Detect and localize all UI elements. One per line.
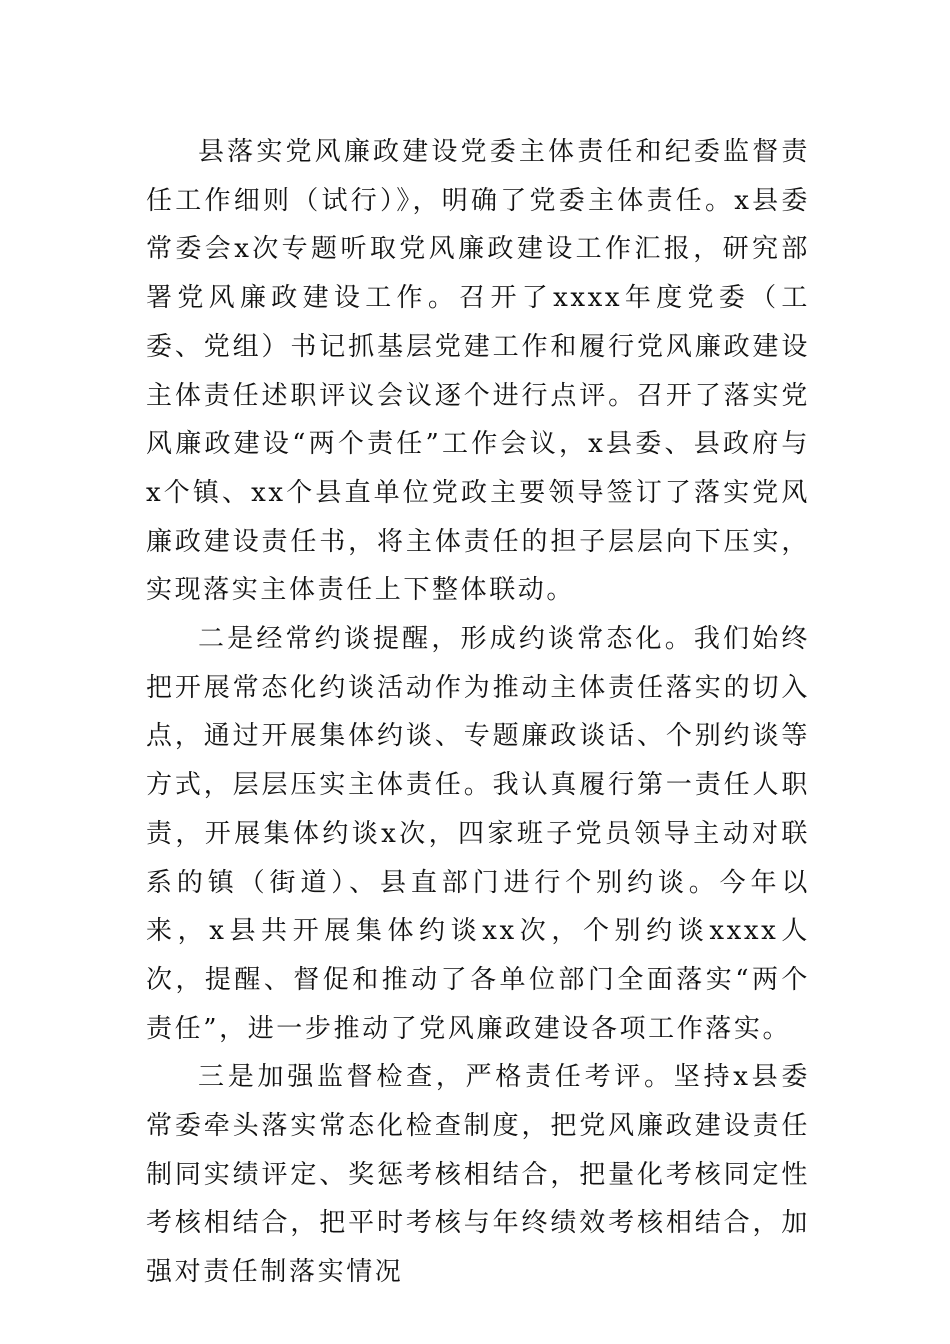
paragraph-1: 县落实党风廉政建设党委主体责任和纪委监督责任工作细则（试行）》，明确了党委主体责任。x县委常委会x次专题听取党风廉政建设工作汇报，研究部署党风廉政建设工作。召开了xxxx年度党委（工委、党组）书记抓基层党建工作和履行党风廉政建设主体责任述职评议会议逐个进行点评。召开了落实党风廉政建设“两个责任”工作会议，x县委、县政府与x个镇、xx个县直单位党政主要领导签订了落实党风廉政建设责任书，将主体责任的担子层层向下压实，实现落实主体责任上下整体联动。 bbox=[146, 137, 810, 606]
paragraph-2: 二是经常约谈提醒，形成约谈常态化。我们始终把开展常态化约谈活动作为推动主体责任落实的切入点，通过开展集体约谈、专题廉政谈话、个别约谈等方式，层层压实主体责任。我认真履行第一责任人职责，开展集体约谈x次，四家班子党员领导主动对联系的镇（街道）、县直部门进行个别约谈。今年以来，x县共开展集体约谈xx次，个别约谈xxxx人次，提醒、督促和推动了各单位部门全面落实“两个责任”，进一步推动了党风廉政建设各项工作落实。 bbox=[146, 624, 810, 1044]
document-body bbox=[146, 128, 810, 1297]
paragraph-3: 三是加强监督检查，严格责任考评。坚持x县委常委牵头落实常态化检查制度，把党风廉政建设责任制同实绩评定、奖惩考核相结合，把量化考核同定性考核相结合，把平时考核与年终绩效考核相结合，加强对责任制落实情况 bbox=[146, 1062, 810, 1288]
